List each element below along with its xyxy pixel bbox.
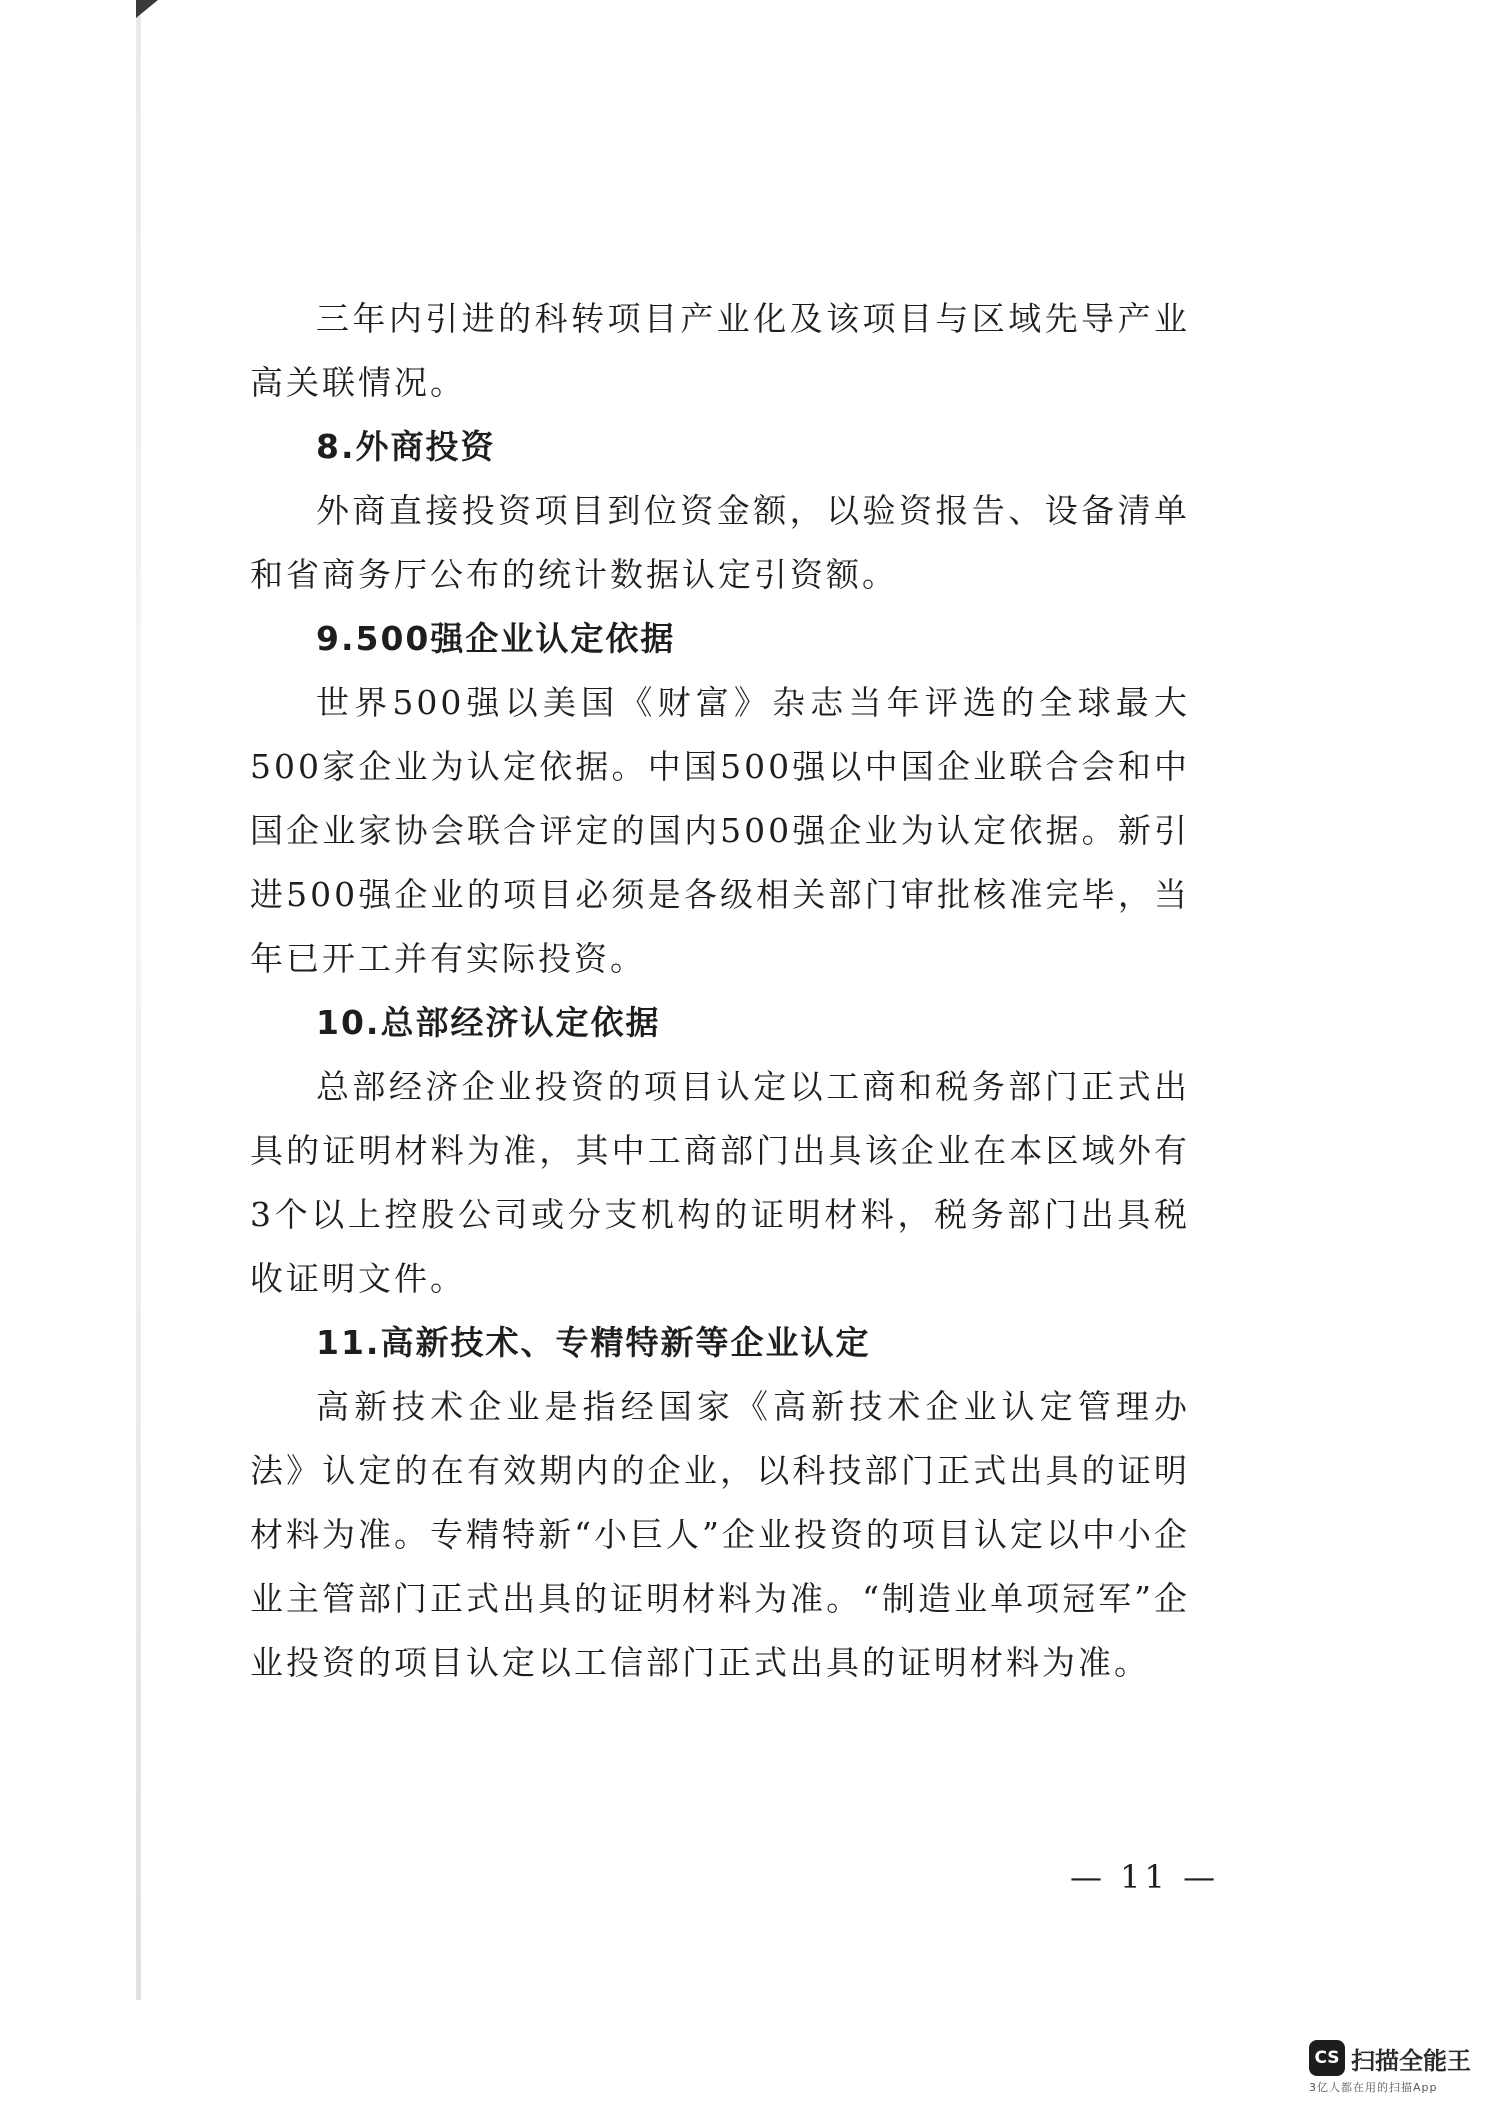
document-body xyxy=(250,287,1190,1695)
paragraph-top500: 世界500强以美国《财富》杂志当年评选的全球最大500家企业为认定依据。中国500强以中国企业联合会和中国企业家协会联合评定的国内500强企业为认定依据。新引进500强企业的项目必须是各级相关部门审批核准完毕，当年已开工并有实际投资。 xyxy=(250,683,1190,978)
scan-corner-mark xyxy=(136,0,158,18)
paragraph-high-tech: 高新技术企业是指经国家《高新技术企业认定管理办法》认定的在有效期内的企业，以科技部门正式出具的证明材料为准。专精特新“小巨人”企业投资的项目认定以中小企业主管部门正式出具的证明材料为准。“制造业单项冠军”企业投资的项目认定以工信部门正式出具的证明材料为准。 xyxy=(250,1387,1190,1682)
page-number: — 11 — xyxy=(1070,1858,1220,1896)
page-edge-shadow xyxy=(136,0,141,2000)
heading-top500: 9.500强企业认定依据 xyxy=(316,619,676,658)
watermark-subtitle: 3亿人都在用的扫描App xyxy=(1309,2081,1438,2094)
watermark-title: 扫描全能王 xyxy=(1351,2046,1471,2075)
scanner-watermark xyxy=(1309,2040,1471,2095)
paragraph-tech-transfer: 三年内引进的科转项目产业化及该项目与区域先导产业高关联情况。 xyxy=(250,299,1190,402)
heading-high-tech: 11.高新技术、专精特新等企业认定 xyxy=(316,1323,871,1362)
heading-foreign-investment: 8.外商投资 xyxy=(316,427,496,466)
heading-headquarters-economy: 10.总部经济认定依据 xyxy=(316,1003,661,1042)
paragraph-headquarters-economy: 总部经济企业投资的项目认定以工商和税务部门正式出具的证明材料为准，其中工商部门出具该企业在本区域外有3个以上控股公司或分支机构的证明材料，税务部门出具税收证明文件。 xyxy=(250,1067,1190,1298)
paragraph-foreign-investment: 外商直接投资项目到位资金额，以验资报告、设备清单和省商务厅公布的统计数据认定引资额。 xyxy=(250,491,1190,594)
camscanner-logo-icon: CS xyxy=(1309,2040,1345,2076)
